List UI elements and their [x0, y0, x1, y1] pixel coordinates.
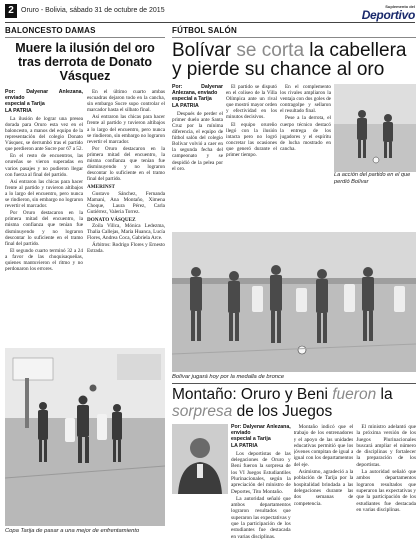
brand-tagline: Suplemento del: [385, 4, 415, 9]
article-divider: [172, 383, 416, 384]
byline-outlet: LA PATRIA: [231, 442, 258, 449]
byline-role: especial a Tarija: [172, 96, 212, 103]
headline-part3: de los Juegos: [232, 403, 333, 420]
article-body: [172, 84, 416, 185]
section-label: BALONCESTO DAMAS: [5, 26, 96, 35]
body-column-2: [294, 424, 354, 542]
paragraph: Por Oruro destacaron en la primera mitad del encuentro, la misma confianza que tenían fue disminuyendo y no lograron descontar lo suficiente en el tramo final del partido.: [5, 210, 83, 247]
team2-title: DONATO VÁSQUEZ: [87, 216, 136, 223]
byline-outlet: LA PATRIA: [172, 102, 199, 109]
bottom-headline: [172, 386, 416, 420]
headline-part2: la cabellera y pierde su chance al oro: [172, 40, 407, 80]
byline-author: Por: Dalyenar Anlezana, enviado: [172, 84, 223, 97]
body-column-1: [5, 89, 83, 294]
byline-role: especial a Tarija: [231, 436, 271, 443]
futsal-team-photo: [172, 232, 416, 372]
article-headline: Muere la ilusión del oro tras derrota de Donato Vásquez: [15, 41, 155, 83]
header-divider: [5, 22, 415, 23]
paragraph: Por Oruro destacaron en la primera mitad del encuentro, la misma confianza que tenían fue disminuyendo y no lograron descontar lo suficiente en el tramo final del partido.: [87, 145, 165, 183]
byline-outlet: LA PATRIA: [5, 107, 32, 114]
photo-caption: Bolívar jugará hoy por la medalla de bronce: [172, 374, 285, 380]
body-column-3: [356, 424, 416, 542]
headline-part2: la: [376, 386, 393, 403]
minister-photo: [172, 424, 228, 542]
paragraph: Así entraron las chicas para hacer frente al partido y tuvieron altibajos a lo largo del encuentro, pero nunca se rindieron, sin embargo no lograron revertir el marcador.: [5, 178, 83, 210]
section-label: FÚTBOL SALÓN: [172, 26, 237, 35]
paragraph: En el resto de encuentros, las orureñas se vieron superadas en varios pasajes y no pudieron llegar con fuerza al final del partido.: [5, 153, 83, 178]
headline-part1: Montaño: Oruro y Beni: [172, 386, 333, 403]
byline: [5, 89, 83, 114]
bottom-article-body: [172, 424, 416, 542]
side-photo-caption: La acción del partido en el que perdió Bolívar: [334, 172, 411, 185]
dateline: Oruro - Bolivia, sábado 31 de octubre de 2015: [21, 7, 165, 14]
left-article: [5, 26, 165, 544]
lineup-text: Gustavo Sánchez, Fernanda Mamani, Ana Montaño, Ximena Choque, Laura Pérez, Carla Gutiérrez, Valeria Torrez.: [87, 190, 165, 215]
byline: [231, 424, 291, 449]
right-article: [172, 26, 416, 544]
section-divider: [5, 37, 165, 38]
brand-name: Deportivo: [361, 8, 415, 22]
paragraph: El partido se disputó en el coliseo de la Villa Olímpica ante un rival que mostró mayor orden y efectividad en los minutos decisivos.: [226, 84, 277, 121]
futsal-team-photo-image: [172, 232, 416, 372]
body-column-2: [226, 84, 277, 182]
body-column-1: [231, 424, 291, 542]
headline-part1: Bolívar: [172, 40, 237, 61]
byline: [172, 84, 223, 109]
team2-text: Zoila Villca, Mónica Ledezma, Thalia Callejas, María Huanca, Lucía Flores, Andrea Coca, Gabriela Arce.: [87, 222, 165, 242]
lineup-title: AMERINST: [87, 184, 115, 191]
body-column-2: [87, 89, 165, 294]
basketball-photo: [5, 348, 165, 535]
body-column-3: [280, 84, 331, 182]
paragraph: El equipo orureño llegó con la ilusión intacta pero no logró concretar las ocasiones que generó durante el primer tiempo.: [226, 121, 277, 159]
paragraph: La autoridad señaló que ambos departamentos lograron resultados que superaron las expectativas y que la participación de los estudiantes fue destacada en varias disciplinas.: [356, 469, 417, 513]
byline-author: Por: Dalyenar Anlezana, enviado: [231, 424, 291, 437]
paragraph: Asimismo, agradeció a la población de Tarija por la hospitalidad brindada a las delegaciones durante las dos semanas de competencia.: [293, 469, 354, 507]
paragraph: La autoridad señaló que ambos departamentos lograron resultados que superaron las expectativas y que la participación de los estudiantes fue destacada en varias disciplinas.: [231, 495, 291, 540]
brand-logo: [362, 4, 415, 21]
paragraph: Montaño indicó que el trabajo de los entrenadores y el apoyo de las unidades educativas permitió que los jóvenes compitan de igual a igual con los departamentos del eje.: [293, 424, 354, 468]
minister-photo-image: [172, 424, 228, 494]
headline-accent: se corta: [236, 40, 305, 61]
paragraph: El ministro adelantó que la próxima versión de los Juegos Plurinacionales buscará ampliar el número de disciplinas y fortalecer la preparación de los deportistas.: [356, 424, 417, 468]
page-header: [5, 4, 417, 21]
body-column-1: [172, 84, 223, 182]
basketball-photo-image: [5, 348, 165, 526]
paragraph: En el complemento los rivales ampliaron la ventaja con dos goles de contragolpe y sellaron el resultado final.: [280, 84, 331, 115]
page-number: 2: [5, 4, 17, 18]
paragraph: Pese a la derrota, el cuerpo técnico destacó la entrega de los jugadores y el espíritu de lucha mostrado en cancha.: [280, 115, 331, 152]
byline-author: Por: Dalyenar Anlezana, enviado: [5, 89, 83, 102]
article-headline: [172, 41, 416, 79]
futsal-action-photo: [334, 84, 416, 172]
article-body: [5, 89, 165, 294]
paragraph: La ilusión de lograr una presea dorada para Oruro esta vez en el baloncesto, a manos del equipo de la representación del colegio Donato Vásquez, se derrumbó tras el partido que perdieron ante Sucre por 67 a 52.: [5, 115, 83, 153]
section-divider: [172, 37, 416, 38]
paragraph: Los deportistas de las delegaciones de Oruro y Beni fueron la sorpresa de los VI Juegos Estudiantiles Plurinacionales, según la apreciación del ministro de Deportes, Tito Montaño.: [231, 450, 291, 495]
paragraph: En el último cuarto ambas escuadras dejaron todo en la cancha, sin embargo Sucre supo controlar el marcador hasta el silbato final.: [87, 89, 165, 114]
headline-accent1: fueron: [332, 386, 377, 403]
paragraph: Después de perder el primer duelo ante Santa Cruz por la mínima diferencia, el equipo de fútbol salón del colegio Bolívar volvió a caer en la segunda fecha del campeonato y se despidió de la pelea por el oro.: [172, 110, 223, 172]
photo-caption: Copa Tarija de pasar a una mejor de enfrentamiento: [5, 528, 140, 534]
side-photo: [334, 84, 416, 185]
headline-accent2: sorpresa: [172, 403, 233, 420]
byline-role: especial a Tarija: [5, 101, 45, 108]
referees: Árbitros: Rodrigo Flores y Ernesto Estrada.: [87, 242, 165, 255]
paragraph: El segundo cuarto terminó 32 a 24 a favor de las chuquisaqueñas, quienes mantuvieron el ritmo y no perdonaron los errores.: [5, 247, 83, 273]
paragraph: Así entraron las chicas para hacer frente al partido y tuvieron altibajos a lo largo del encuentro, pero nunca se rindieron, sin embargo no lograron revertir el marcador.: [87, 114, 165, 145]
